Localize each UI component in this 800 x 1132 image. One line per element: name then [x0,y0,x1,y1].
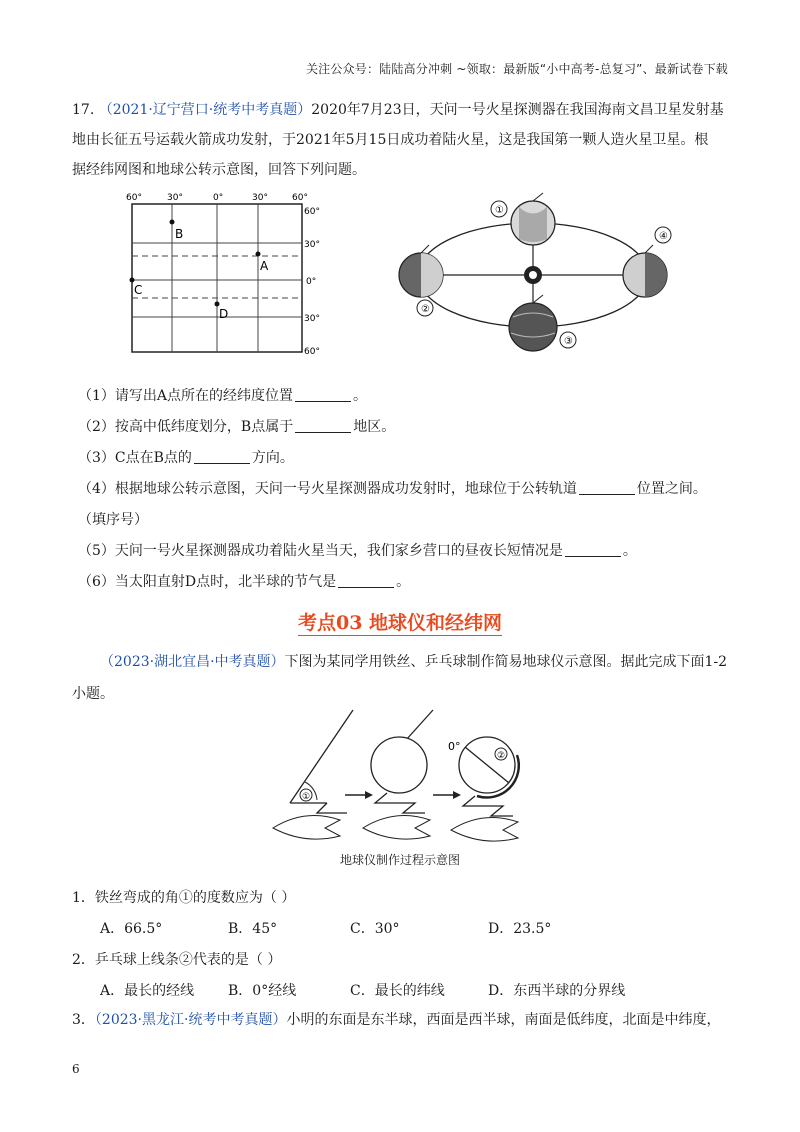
lat-label-1: 60° [304,207,320,217]
q1-option-c[interactable]: C．30° [350,921,400,937]
q17-sub3: （3）C点在B点的 方向。 [78,450,294,466]
q2-options [0,980,800,1000]
q2-option-d[interactable]: D．东西半球的分界线 [488,983,626,999]
q1-option-b[interactable]: B．45° [228,921,278,937]
orbit-figure [395,185,695,365]
graticule-figure [120,190,330,360]
point-b-label: B [175,227,184,241]
answer-blank-3[interactable] [194,449,250,464]
lon-label-3: 0° [213,193,224,203]
lon-label-5: 60° [292,193,308,203]
q17-sub4-note: （填序号） [78,512,148,528]
figure-label-2: ② [497,751,506,761]
q1-option-a[interactable]: A．66.5° [100,921,163,937]
orbit-label-3: ③ [564,336,573,347]
q2-option-b[interactable]: B．0°经线 [228,983,297,999]
point-a-dot [256,252,261,257]
earth-position-3 [509,295,557,351]
q17-sub4: （4）根据地球公转示意图，天问一号火星探测器成功发射时，地球位于公转轨道 位置之间。 [78,481,707,497]
lat-label-2: 30° [304,240,320,250]
lat-label-3: 0° [306,277,317,287]
answer-blank-1[interactable] [295,387,351,402]
group-intro-line2: 小题。 [72,686,114,702]
q3-number: 3． [72,1012,95,1028]
q17-number: 17. [72,102,95,118]
q2-option-a[interactable]: A．最长的经线 [100,983,195,999]
q17-sub2: （2）按高中低纬度划分，B点属于 地区。 [78,419,396,435]
lon-label-1: 60° [126,193,142,203]
point-c-label: C [134,283,143,297]
group-source: （2023·湖北宜昌·中考真题） [100,654,285,670]
q17-sub1: （1）请写出A点所在的经纬度位置 。 [78,388,368,404]
answer-blank-4[interactable] [579,480,635,495]
point-b-dot [170,220,175,225]
q17-line3: 据经纬网图和地球公转示意图，回答下列问题。 [72,162,366,178]
q3-text: 小明的东面是东半球，西面是西半球，南面是低纬度，北面是中纬度， [286,1012,721,1028]
earth-position-4 [623,245,667,297]
q2-option-c[interactable]: C．最长的纬线 [350,983,445,999]
figure-label-0deg: 0° [448,740,461,753]
q1-options [0,918,800,938]
q1-stem: 1．铁丝弯成的角①的度数应为（ ） [72,890,296,906]
lat-label-4: 30° [304,314,320,324]
point-c-dot [130,278,135,283]
page-header: 关注公众号：陆陆高分冲刺 ~领取：最新版“小中高考-总复习”、最新试卷下载 [305,62,728,76]
q2-stem: 2．乒乓球上线条②代表的是（ ） [72,952,282,968]
q1-option-d[interactable]: D．23.5° [488,921,552,937]
point-d-label: D [219,307,229,321]
lat-label-5: 60° [304,347,320,357]
orbit-label-4: ④ [659,231,668,242]
q17-line2: 地由长征五号运载火箭成功发射，于2021年5月15日成功着陆火星，这是我国第一颗人造火星卫星。根 [72,132,709,148]
globe-making-figure [265,700,535,850]
lon-label-2: 30° [167,193,183,203]
q3-source: （2023·黑龙江·统考中考真题） [94,1012,287,1028]
lon-label-4: 30° [252,193,268,203]
q17-line1 [72,100,732,120]
answer-blank-2[interactable] [295,418,351,433]
earth-position-2 [399,245,443,297]
answer-blank-6[interactable] [338,573,394,588]
q17-sub5: （5）天问一号火星探测器成功着陆火星当天，我们家乡营口的昼夜长短情况是 。 [78,543,637,559]
point-d-dot [215,302,220,307]
answer-blank-5[interactable] [565,542,621,557]
orbit-label-1: ① [495,205,504,216]
section-title: 考点03 地球仪和经纬网 [297,612,503,634]
q3-line [72,1010,732,1030]
orbit-label-2: ② [421,304,430,315]
q17-sub6: （6）当太阳直射D点时，北半球的节气是 。 [78,574,411,590]
q17-text1: 2020年7月23日，天问一号火星探测器在我国海南文昌卫星发射基 [311,102,724,118]
figure-label-1: ① [302,792,311,802]
figure-caption: 地球仪制作过程示意图 [339,853,460,867]
page-number: 6 [72,1062,80,1076]
point-a-label: A [260,259,269,273]
q17-source: （2021·辽宁营口·统考中考真题） [98,102,312,118]
earth-position-1 [511,193,555,245]
group-intro-line1: （2023·湖北宜昌·中考真题）下图为某同学用铁丝、乒乓球制作简易地球仪示意图。据此完成下面1-2 [100,654,728,670]
